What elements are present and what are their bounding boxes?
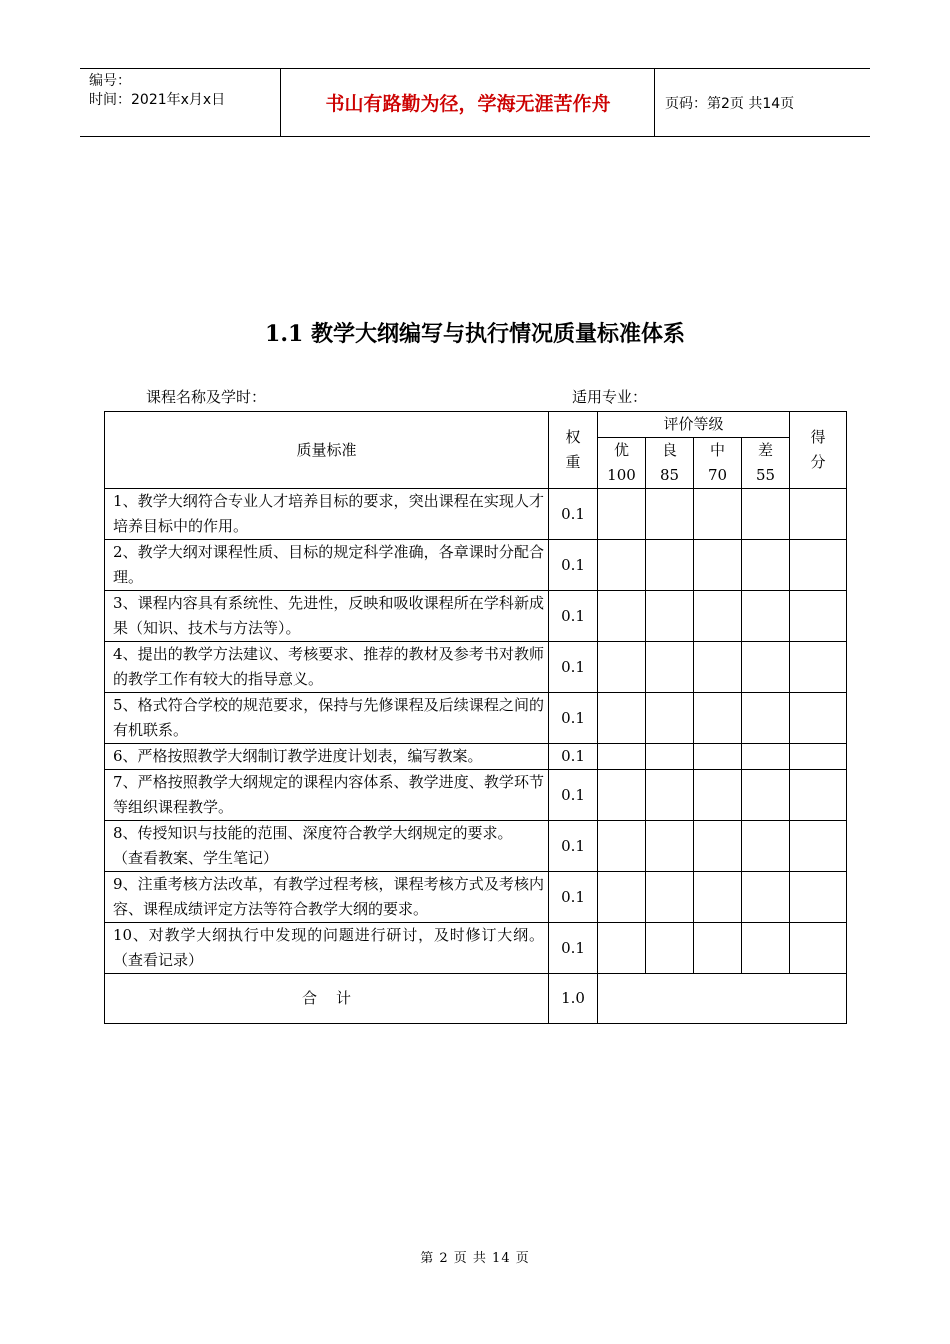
score-input-cell[interactable] bbox=[790, 744, 847, 770]
page-header bbox=[80, 68, 870, 137]
grade-header-cell bbox=[646, 438, 694, 489]
criterion-text: 5、格式符合学校的规范要求，保持与先修课程及后续课程之间的有机联系。 bbox=[113, 696, 544, 739]
grade-header-cell bbox=[742, 438, 790, 489]
weight-cell: 0.1 bbox=[549, 591, 598, 642]
score-input-cell[interactable] bbox=[790, 489, 847, 540]
grade-input-cell[interactable] bbox=[646, 540, 694, 591]
grade-input-cell[interactable] bbox=[694, 872, 742, 923]
criterion-text: 3、课程内容具有系统性、先进性，反映和吸收课程所在学科新成果（知识、技术与方法等）。 bbox=[113, 594, 544, 637]
grade-input-cell[interactable] bbox=[598, 872, 646, 923]
grade-input-cell[interactable] bbox=[598, 642, 646, 693]
grade-input-cell[interactable] bbox=[646, 872, 694, 923]
grade-input-cell[interactable] bbox=[742, 872, 790, 923]
criterion-cell bbox=[105, 923, 549, 974]
grade-input-cell[interactable] bbox=[742, 744, 790, 770]
score-input-cell[interactable] bbox=[790, 540, 847, 591]
grade-input-cell[interactable] bbox=[742, 770, 790, 821]
score-input-cell[interactable] bbox=[790, 591, 847, 642]
criterion-cell bbox=[105, 489, 549, 540]
doc-number-label: 编号： bbox=[89, 73, 131, 89]
page-footer: 第 2 页 共 14 页 bbox=[420, 1251, 530, 1266]
grade-value: 100 bbox=[607, 466, 636, 484]
total-label: 合 计 bbox=[105, 974, 549, 1024]
header-weight-line2: 重 bbox=[565, 453, 581, 471]
total-score-cell bbox=[598, 974, 847, 1024]
grade-header-cell bbox=[694, 438, 742, 489]
grade-name: 中 bbox=[709, 441, 725, 459]
weight-cell: 0.1 bbox=[549, 821, 598, 872]
header-standard: 质量标准 bbox=[105, 412, 549, 489]
header-grade: 评价等级 bbox=[598, 412, 790, 438]
grade-input-cell[interactable] bbox=[598, 591, 646, 642]
grade-input-cell[interactable] bbox=[742, 489, 790, 540]
grade-input-cell[interactable] bbox=[598, 923, 646, 974]
header-meta bbox=[80, 69, 281, 136]
grade-input-cell[interactable] bbox=[646, 821, 694, 872]
criterion-text: 9、注重考核方法改革，有教学过程考核，课程考核方式及考核内容、课程成绩评定方法等符合教学大纲的要求。 bbox=[113, 875, 544, 918]
table-row bbox=[105, 642, 847, 693]
criterion-cell bbox=[105, 744, 549, 770]
criterion-text: 6、严格按照教学大纲制订教学进度计划表，编写教案。 bbox=[113, 747, 483, 765]
weight-cell: 0.1 bbox=[549, 642, 598, 693]
table-row bbox=[105, 923, 847, 974]
grade-input-cell[interactable] bbox=[742, 693, 790, 744]
total-weight: 1.0 bbox=[549, 974, 598, 1024]
score-input-cell[interactable] bbox=[790, 872, 847, 923]
header-weight-line1: 权 bbox=[565, 428, 581, 446]
criterion-cell bbox=[105, 872, 549, 923]
score-input-cell[interactable] bbox=[790, 923, 847, 974]
grade-input-cell[interactable] bbox=[646, 744, 694, 770]
grade-input-cell[interactable] bbox=[646, 693, 694, 744]
criterion-cell bbox=[105, 693, 549, 744]
grade-input-cell[interactable] bbox=[598, 489, 646, 540]
major-label: 适用专业： bbox=[572, 388, 648, 406]
weight-cell: 0.1 bbox=[549, 540, 598, 591]
grade-input-cell[interactable] bbox=[694, 642, 742, 693]
criterion-cell bbox=[105, 821, 549, 872]
grade-input-cell[interactable] bbox=[598, 540, 646, 591]
page-title: 1.1 教学大纲编写与执行情况质量标准体系 bbox=[265, 321, 685, 347]
quality-standard-table bbox=[104, 411, 847, 1024]
header-page-info: 页码：第2页 共14页 bbox=[665, 95, 795, 112]
grade-input-cell[interactable] bbox=[598, 821, 646, 872]
criterion-cell bbox=[105, 540, 549, 591]
criterion-text: 4、提出的教学方法建议、考核要求、推荐的教材及参考书对教师的教学工作有较大的指导意义。 bbox=[113, 645, 544, 688]
table-row bbox=[105, 591, 847, 642]
grade-input-cell[interactable] bbox=[742, 642, 790, 693]
grade-input-cell[interactable] bbox=[694, 770, 742, 821]
grade-input-cell[interactable] bbox=[646, 591, 694, 642]
grade-input-cell[interactable] bbox=[646, 770, 694, 821]
grade-input-cell[interactable] bbox=[694, 821, 742, 872]
grade-name: 良 bbox=[661, 441, 677, 459]
header-score-line2: 分 bbox=[810, 453, 826, 471]
grade-input-cell[interactable] bbox=[646, 923, 694, 974]
grade-value: 85 bbox=[659, 466, 680, 484]
table-row bbox=[105, 821, 847, 872]
header-score bbox=[790, 412, 847, 489]
grade-input-cell[interactable] bbox=[694, 489, 742, 540]
weight-cell: 0.1 bbox=[549, 770, 598, 821]
table-row bbox=[105, 872, 847, 923]
grade-input-cell[interactable] bbox=[694, 540, 742, 591]
grade-input-cell[interactable] bbox=[694, 923, 742, 974]
grade-input-cell[interactable] bbox=[694, 591, 742, 642]
weight-cell: 0.1 bbox=[549, 693, 598, 744]
criterion-text: 10、对教学大纲执行中发现的问题进行研讨，及时修订大纲。（查看记录） bbox=[113, 926, 544, 969]
grade-name: 差 bbox=[758, 441, 774, 459]
score-input-cell[interactable] bbox=[790, 693, 847, 744]
grade-input-cell[interactable] bbox=[694, 693, 742, 744]
criterion-text: 2、教学大纲对课程性质、目标的规定科学准确，各章课时分配合理。 bbox=[113, 543, 544, 586]
score-input-cell[interactable] bbox=[790, 642, 847, 693]
criterion-text: 8、传授知识与技能的范围、深度符合教学大纲规定的要求。 bbox=[113, 824, 513, 842]
grade-input-cell[interactable] bbox=[598, 744, 646, 770]
weight-cell: 0.1 bbox=[549, 923, 598, 974]
course-label: 课程名称及学时： bbox=[146, 388, 267, 406]
grade-input-cell[interactable] bbox=[742, 821, 790, 872]
header-motto: 书山有路勤为径，学海无涯苦作舟 bbox=[282, 69, 655, 136]
weight-cell: 0.1 bbox=[549, 489, 598, 540]
grade-input-cell[interactable] bbox=[694, 744, 742, 770]
grade-name: 优 bbox=[613, 441, 629, 459]
doc-time-label: 时间：2021年x月x日 bbox=[89, 92, 226, 108]
grade-input-cell[interactable] bbox=[598, 693, 646, 744]
grade-input-cell[interactable] bbox=[646, 489, 694, 540]
score-input-cell[interactable] bbox=[790, 821, 847, 872]
weight-cell: 0.1 bbox=[549, 744, 598, 770]
grade-input-cell[interactable] bbox=[742, 591, 790, 642]
grade-value: 55 bbox=[755, 466, 776, 484]
score-input-cell[interactable] bbox=[790, 770, 847, 821]
criterion-cell bbox=[105, 770, 549, 821]
table-row bbox=[105, 540, 847, 591]
grade-header-cell bbox=[598, 438, 646, 489]
criterion-cell bbox=[105, 591, 549, 642]
weight-cell: 0.1 bbox=[549, 872, 598, 923]
table-row bbox=[105, 744, 847, 770]
header-score-line1: 得 bbox=[810, 428, 826, 446]
criterion-cell bbox=[105, 642, 549, 693]
grade-input-cell[interactable] bbox=[598, 770, 646, 821]
grade-input-cell[interactable] bbox=[742, 540, 790, 591]
grade-input-cell[interactable] bbox=[646, 642, 694, 693]
table-row bbox=[105, 770, 847, 821]
grade-value: 70 bbox=[707, 466, 728, 484]
criterion-text: 7、严格按照教学大纲规定的课程内容体系、教学进度、教学环节等组织课程教学。 bbox=[113, 773, 544, 816]
criterion-text: 1、教学大纲符合专业人才培养目标的要求，突出课程在实现人才培养目标中的作用。 bbox=[113, 492, 544, 535]
grade-input-cell[interactable] bbox=[742, 923, 790, 974]
table-row bbox=[105, 489, 847, 540]
criterion-note: （查看教案、学生笔记） bbox=[113, 849, 279, 867]
header-weight bbox=[549, 412, 598, 489]
table-row bbox=[105, 693, 847, 744]
